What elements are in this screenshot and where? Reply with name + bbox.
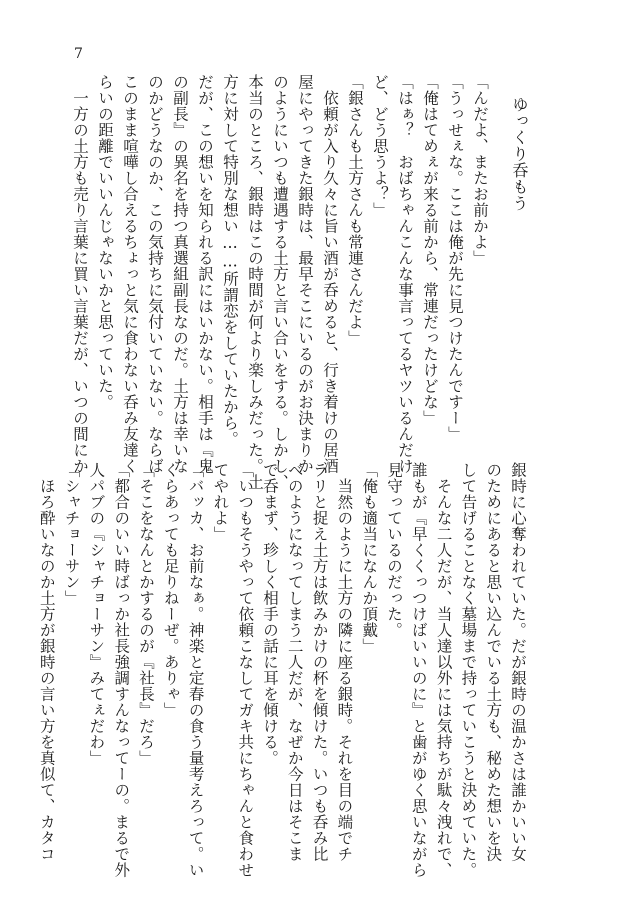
text-line: このまま喧嘩し合えるちょっと気に食わない呑み友達く	[121, 74, 139, 474]
text-line: 一方の土方も売り言葉に買い言葉だが、いつの間にか	[71, 74, 89, 474]
text-line: くらあっても足りねーぜ。ありゃ」	[161, 462, 180, 718]
text-line: べのようになってしまう二人だが、なぜか今日はそこま	[285, 462, 304, 862]
text-line: 人パブの『シャチョーサン』みてぇだわ」	[87, 462, 106, 766]
text-line: のようにいつも遭遇する土方と言い合いをする。しかし、	[271, 74, 289, 490]
text-line: 「シャチョーサン」	[62, 462, 81, 606]
chapter-title: ゆっくり呑もう	[510, 96, 529, 212]
text-line: 「都合のいい時ばっか社長強調すんなってーの。まるで外	[112, 462, 131, 878]
text-line: のかどうなのか、この気持ちに気付いていない。ならば	[146, 74, 164, 474]
text-line: 依頼が入り久々に旨い酒が呑めると、行き着けの居酒	[321, 74, 339, 474]
text-line: だが、この想いを知られる訳にはいかない。相手は『鬼	[196, 74, 214, 474]
text-line: 誰もが『早くくっつけばいいのに』と歯がゆく思いながら	[409, 462, 428, 878]
text-line: の副長』の異名を持つ真選組副長なのだ。土方は幸いな	[171, 74, 189, 474]
text-line: 「銀さんも土方さんも常連さんだよ」	[346, 74, 364, 346]
text-line: して告げることなく墓場まで持っていこうと決めていた。	[459, 462, 478, 878]
text-line: 「そこをなんとかするのが『社長』だろ」	[137, 462, 155, 766]
text-line: らいの距離でいいんじゃないかと思っていた。	[96, 74, 114, 410]
text-line: 「うっせぇな。ここは俺が先に見つけたんですー」	[446, 74, 464, 442]
text-line: 方に対して特別な想い……所謂恋をしていたから。	[221, 74, 239, 447]
text-line: 「いつもそうやって依頼こなしてガキ共にちゃんと食わせ	[236, 462, 255, 878]
text-line: 「バッカ、お前なぁ。神楽と定春の食う量考えろって。い	[186, 462, 205, 878]
text-line: 本当のところ、銀時はこの時間が何より楽しみだった。土	[246, 74, 264, 490]
text-line: 「俺も適当になんか頂戴」	[360, 462, 379, 654]
text-line: ほろ酔いなのか土方が銀時の言い方を真似て、カタコ	[37, 462, 56, 862]
text-line: 当然のように土方の隣に座る銀時。それを目の端でチ	[335, 462, 354, 862]
text-line: 「んだよ、またお前かよ」	[471, 74, 489, 266]
text-line: 見守っているのだった。	[385, 462, 403, 638]
text-line: 銀時に心奪われていた。だが銀時の温かさは誰かいい女	[509, 462, 527, 862]
text-line: ど、どう思うよ？」	[371, 74, 389, 218]
text-line: そんな二人だが、当人達以外には気持ちが駄々洩れで、	[434, 462, 453, 878]
text-line: 屋にやってきた銀時は、最早そこにいるのがお決まりか	[296, 74, 314, 474]
text-line: ラリと捉え土方は飲みかけの杯を傾けた。いつも呑み比	[310, 462, 329, 862]
text-line: 「はぁ？ おばちゃんこんな事言ってるヤツいるんだけ	[396, 74, 414, 474]
text-line: 「俺はてめぇが来る前から、常連だったけどな」	[421, 74, 439, 426]
page-number: 7	[74, 46, 83, 62]
text-line: のためにあると思い込んでいる土方も、秘めた想いを決	[484, 462, 503, 862]
text-line: てやれよ」	[211, 462, 230, 542]
text-line: で呑まず、珍しく相手の話に耳を傾ける。	[261, 462, 279, 766]
